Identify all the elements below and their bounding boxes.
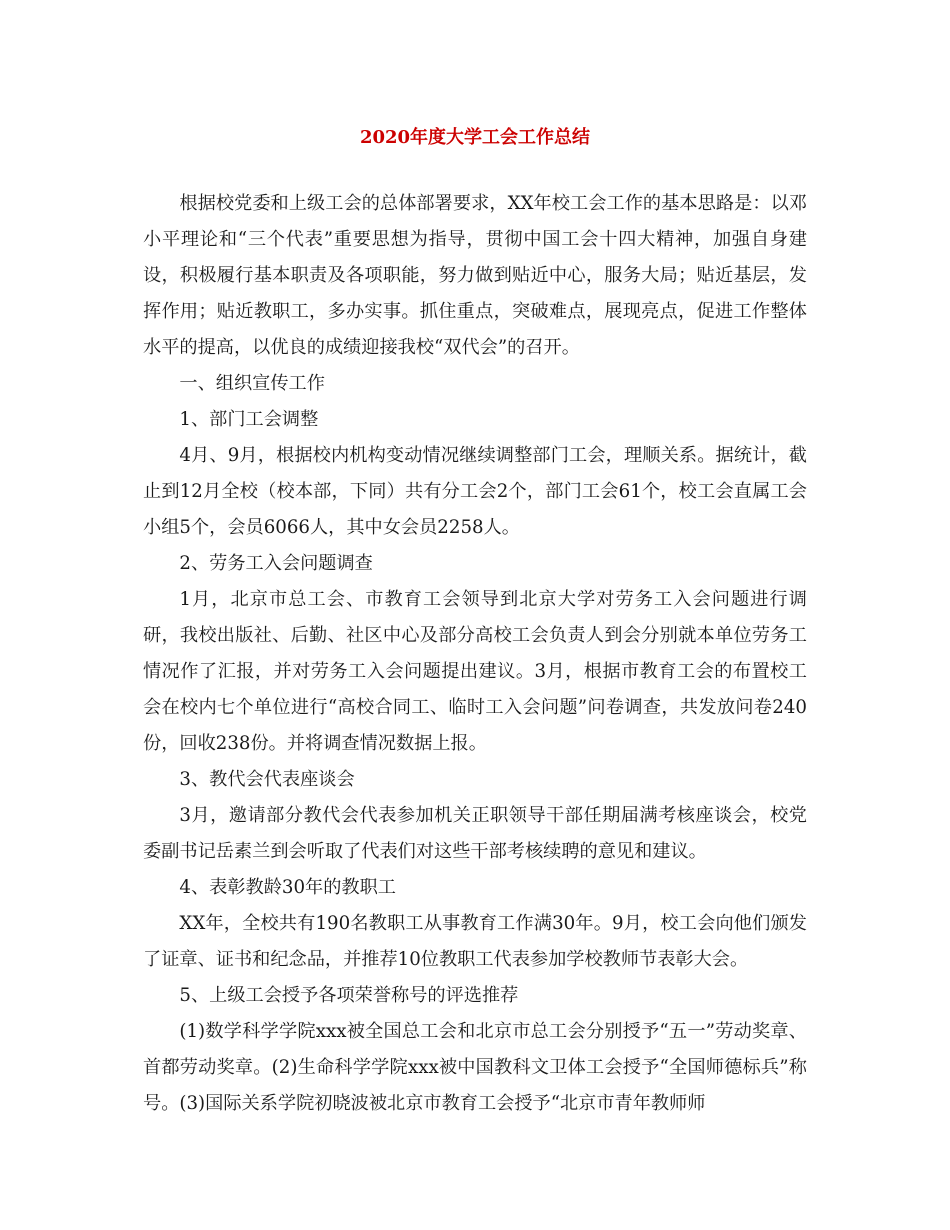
paragraph-2: 1月，北京市总工会、市教育工会领导到北京大学对劳务工入会问题进行调研，我校出版社、后勤、社区中心及部分高校工会负责人到会分别就本单位劳务工情况作了汇报，并对劳务工入会问题提出建议。3月，根据市教育工会的布置校工会在校内七个单位进行“高校合同工、临时工入会问题”问卷调查，共发放问卷240份，回收238份。并将调查情况数据上报。 [143,589,807,754]
section-heading-organization: 一、组织宣传工作 [179,373,325,394]
subsection-heading-1: 1、部门工会调整 [179,409,319,430]
subsection-heading-5: 5、上级工会授予各项荣誉称号的评选推荐 [179,985,519,1006]
paragraph-1: 4月、9月，根据校内机构变动情况继续调整部门工会，理顺关系。据统计，截止到12月全校（校本部，下同）共有分工会2个，部门工会61个，校工会直属工会小组5个，会员6066人，其中女会员2258人。 [143,445,807,538]
subsection-heading-4: 4、表彰教龄30年的教职工 [179,877,396,898]
subsection-heading-3: 3、教代会代表座谈会 [179,769,355,790]
paragraph-5: (1)数学科学学院xxx被全国总工会和北京市总工会分别授予“五一”劳动奖章、首都劳动奖章。(2)生命科学学院xxx被中国教科文卫体工会授予“全国师德标兵”称号。(3)国际关系学院初晓波被北京市教育工会授予“北京市青年教师师 [143,1021,807,1114]
paragraph-3: 3月，邀请部分教代会代表参加机关正职领导干部任期届满考核座谈会，校党委副书记岳素兰到会听取了代表们对这些干部考核续聘的意见和建议。 [143,805,807,862]
document-title: 2020年度大学工会工作总结 [359,127,591,148]
paragraph-4: XX年，全校共有190名教职工从事教育工作满30年。9月，校工会向他们颁发了证章、证书和纪念品，并推荐10位教职工代表参加学校教师节表彰大会。 [143,913,807,970]
subsection-heading-2: 2、劳务工入会问题调查 [179,553,373,574]
intro-paragraph: 根据校党委和上级工会的总体部署要求，XX年校工会工作的基本思路是：以邓小平理论和“三个代表”重要思想为指导，贯彻中国工会十四大精神，加强自身建设，积极履行基本职责及各项职能，努力做到贴近中心，服务大局；贴近基层，发挥作用；贴近教职工，多办实事。抓住重点，突破难点，展现亮点，促进工作整体水平的提高，以优良的成绩迎接我校“双代会”的召开。 [143,193,807,358]
document-body [143,186,807,1122]
